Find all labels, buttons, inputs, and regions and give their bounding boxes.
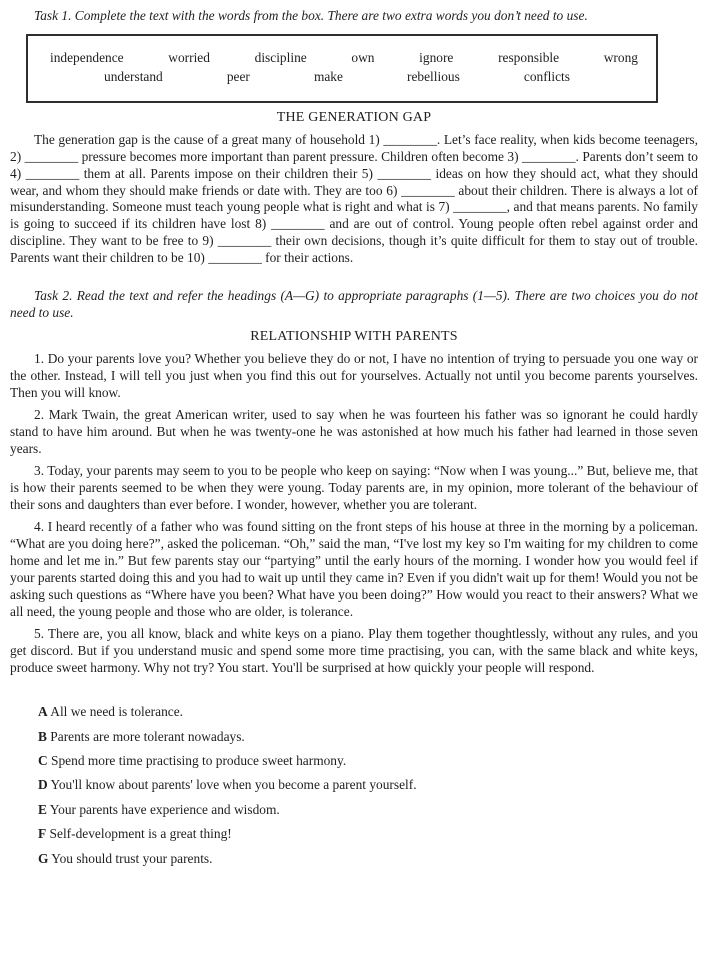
word-box-word: ignore [419,49,454,65]
task2-paragraph-1: 1. Do your parents love you? Whether you believe they do or not, I have no intention of trying to persuade you one way or the other. Instead, I will tell you just when you find this out for yourselves. Actually not until you become parents yourselves. Then you will know. [10,350,698,400]
task1-text: The generation gap is the cause of a great many of household 1) ________. Let’s face reality, when kids become teenagers, 2) ________ pressure becomes more important than parent pressure. Children often become 3) ________. Parents don’t seem to 4) ________ them at all. Parents impose on their children their 5) ________ ideas on how they should act, what they should wear, and whom they should make friends or date with. They are too 6) ________ about their children. There is always a lot of misunderstanding. Someone must teach young people what is right and what is 7) ________, and that means parents. No family is going to succeed if its children have lost 8) ________ and are out of control. Young people often rebel against order and discipline. They want to be free to 9) ________ their own decisions, though it’s quite difficult for them to stay out of trouble. Parents want their children to be 10) ________ for their actions. [10,131,698,266]
word-box-word: peer [226,68,250,84]
word-box-word: conflicts [523,68,570,84]
heading-letter: G [38,850,49,866]
task1-title: THE GENERATION GAP [276,109,432,125]
word-box-word: wrong [603,49,638,65]
heading-letter: C [38,752,48,768]
word-box-word: rebellious [407,68,460,84]
heading-option-b [38,729,698,746]
heading-letter: E [38,801,47,817]
task2-paragraph-5: 5. There are, you all know, black and white keys on a piano. Play them together thoughtlessly, without any rules, and you get discord. But if you understand music and spend some more time practising, you can, with the same black and white keys, produce sweet harmony. Why not try? You start. You'll be surprised at how quickly your people will respond. [10,626,698,676]
word-box-word: understand [104,68,163,84]
word-box-word: worried [168,49,210,65]
task2-instruction: Task 2. Read the text and refer the headings (A—G) to appropriate paragraphs (1—5). There are two choices you do not need to use. [10,288,698,320]
heading-letter: F [38,826,47,842]
heading-option-f [38,826,698,843]
heading-option-g [38,851,698,868]
heading-text: You should trust your parents. [51,850,213,866]
heading-text: You'll know about parents' love when you become a parent yourself. [50,777,417,793]
word-box-word: make [313,68,343,84]
word-box-row-2 [28,67,656,86]
task2-title: RELATIONSHIP WITH PARENTS [250,328,458,344]
heading-option-a [38,704,698,721]
word-box-word: responsible [498,49,560,65]
word-box-word: own [351,49,375,65]
heading-option-e [38,802,698,819]
task2-paragraph-3: 3. Today, your parents may seem to you to be people who keep on saying: “Now when I was young...” But, believe me, that is how their parents seemed to be when they were young. Today parents are, in my opinion, more tolerant of the behaviour of their sons and daughters than ever before. I wonder, however, whether you are tolerant. [10,463,698,513]
heading-option-c [38,753,698,770]
word-box-row-1 [28,48,656,67]
task1-instruction: Task 1. Complete the text with the words from the box. There are two extra words you don’t need to use. [34,8,588,23]
heading-letter: A [38,704,48,720]
heading-text: All we need is tolerance. [50,704,184,720]
heading-text: Spend more time practising to produce sweet harmony. [51,752,347,768]
word-box [26,34,658,103]
task2-paragraph-4: 4. I heard recently of a father who was found sitting on the front steps of his house at three in the morning by a policeman. “What are you doing here?”, asked the policeman. “Oh,” said the man, “I've lost my key so I'm waiting for my children to come home and let me in.” But few parents stay our “partying” until the early hours of the morning. I wonder how you would feel if your parents started doing this and you had to wait up until they came in? Even if you didn't wait up for them! Would you not be asking such questions as “Where have you been? What have you been doing?” How would you react to their answers? What we all need, the young people and those who are older, is tolerance. [10,519,698,619]
word-box-word: discipline [254,49,307,65]
heading-letter: B [38,728,47,744]
headings-list [10,704,698,867]
heading-letter: D [38,777,48,793]
heading-text: Parents are more tolerant nowadays. [50,728,245,744]
heading-option-d [38,777,698,794]
word-box-word: independence [50,49,124,65]
heading-text: Your parents have experience and wisdom. [49,801,280,817]
task2-paragraph-2: 2. Mark Twain, the great American writer, used to say when he was fourteen his father was so ignorant he could hardly stand to have him around. But when he was twenty-one he was astonished at how much his father had learned in those seven years. [10,407,698,456]
heading-text: Self-development is a great thing! [49,826,232,842]
